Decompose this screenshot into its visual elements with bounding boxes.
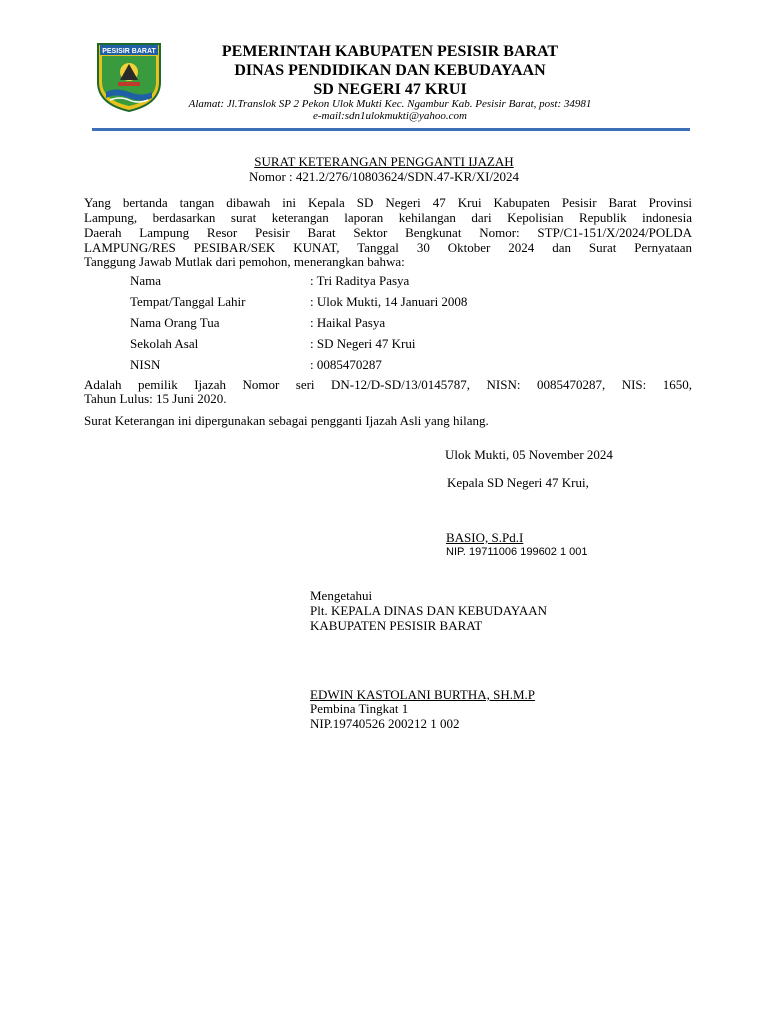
signer-name: BASIO, S.Pd.I — [446, 530, 524, 545]
intro-line: Tanggung Jawab Mutlak dari pemohon, menerangkan bahwa: — [84, 254, 405, 269]
letter-title: SURAT KETERANGAN PENGGANTI IJAZAH — [254, 154, 514, 169]
detail-label-nisn: NISN — [130, 357, 161, 372]
acknowledge-nip: NIP.19740526 200212 1 002 — [310, 716, 460, 731]
detail-value-name: : Tri Raditya Pasya — [310, 273, 410, 288]
intro-line: Lampung, berdasarkan surat keterangan laporan kehilangan dari Kepolisian Republik indonesia — [84, 210, 692, 225]
closing-statement: Surat Keterangan ini dipergunakan sebagai pengganti Ijazah Asli yang hilang. — [84, 413, 489, 428]
detail-label-school: Sekolah Asal — [130, 336, 199, 351]
detail-label-parent: Nama Orang Tua — [130, 315, 220, 330]
header-department: DINAS PENDIDIKAN DAN KEBUDAYAAN — [234, 62, 546, 79]
detail-value-school: : SD Negeri 47 Krui — [310, 336, 416, 351]
letter-number: Nomor : 421.2/276/10803624/SDN.47-KR/XI/2024 — [248, 169, 520, 184]
acknowledge-position: Plt. KEPALA DINAS DAN KEBUDAYAAN — [310, 603, 548, 618]
acknowledge-label: Mengetahui — [310, 588, 373, 603]
header-divider — [92, 128, 690, 131]
detail-value-birth: : Ulok Mukti, 14 Januari 2008 — [310, 294, 468, 309]
signer-position: Kepala SD Negeri 47 Krui, — [447, 475, 589, 490]
owner-line: Adalah pemilik Ijazah Nomor seri DN-12/D-SD/13/0145787, NISN: 0085470287, NIS: 1650, — [84, 377, 692, 392]
signer-nip: NIP. 19711006 199602 1 001 — [446, 546, 588, 558]
acknowledge-rank: Pembina Tingkat 1 — [310, 701, 409, 716]
intro-line: Yang bertanda tangan dibawah ini Kepala SD Negeri 47 Krui Kabupaten Pesisir Barat Provinsi — [84, 195, 692, 210]
acknowledge-name: EDWIN KASTOLANI BURTHA, SH.M.P — [310, 687, 536, 702]
detail-label-name: Nama — [130, 273, 162, 288]
svg-text:PESISIR BARAT: PESISIR BARAT — [102, 48, 156, 55]
owner-line: Tahun Lulus: 15 Juni 2020. — [84, 391, 227, 406]
header-school: SD NEGERI 47 KRUI — [313, 81, 467, 98]
header-address: Alamat: Jl.Translok SP 2 Pekon Ulok Mukti Kec. Ngambur Kab. Pesisir Barat, post: 34981 — [188, 98, 592, 110]
intro-line: Daerah Lampung Resor Pesisir Barat Sektor Bengkunat Nomor: STP/C1-151/X/2024/POLDA — [84, 225, 692, 240]
acknowledge-regency: KABUPATEN PESISIR BARAT — [310, 618, 483, 633]
header-government: PEMERINTAH KABUPATEN PESISIR BARAT — [221, 43, 559, 60]
detail-value-parent: : Haikal Pasya — [310, 315, 386, 330]
detail-label-birth: Tempat/Tanggal Lahir — [130, 294, 246, 309]
intro-line: LAMPUNG/RES PESIBAR/SEK KUNAT, Tanggal 30 Oktober 2024 dan Surat Pernyataan — [84, 240, 692, 255]
detail-value-nisn: : 0085470287 — [310, 357, 382, 372]
place-date: Ulok Mukti, 05 November 2024 — [445, 447, 613, 462]
header-email: e-mail:sdn1ulokmukti@yahoo.com — [313, 110, 467, 122]
